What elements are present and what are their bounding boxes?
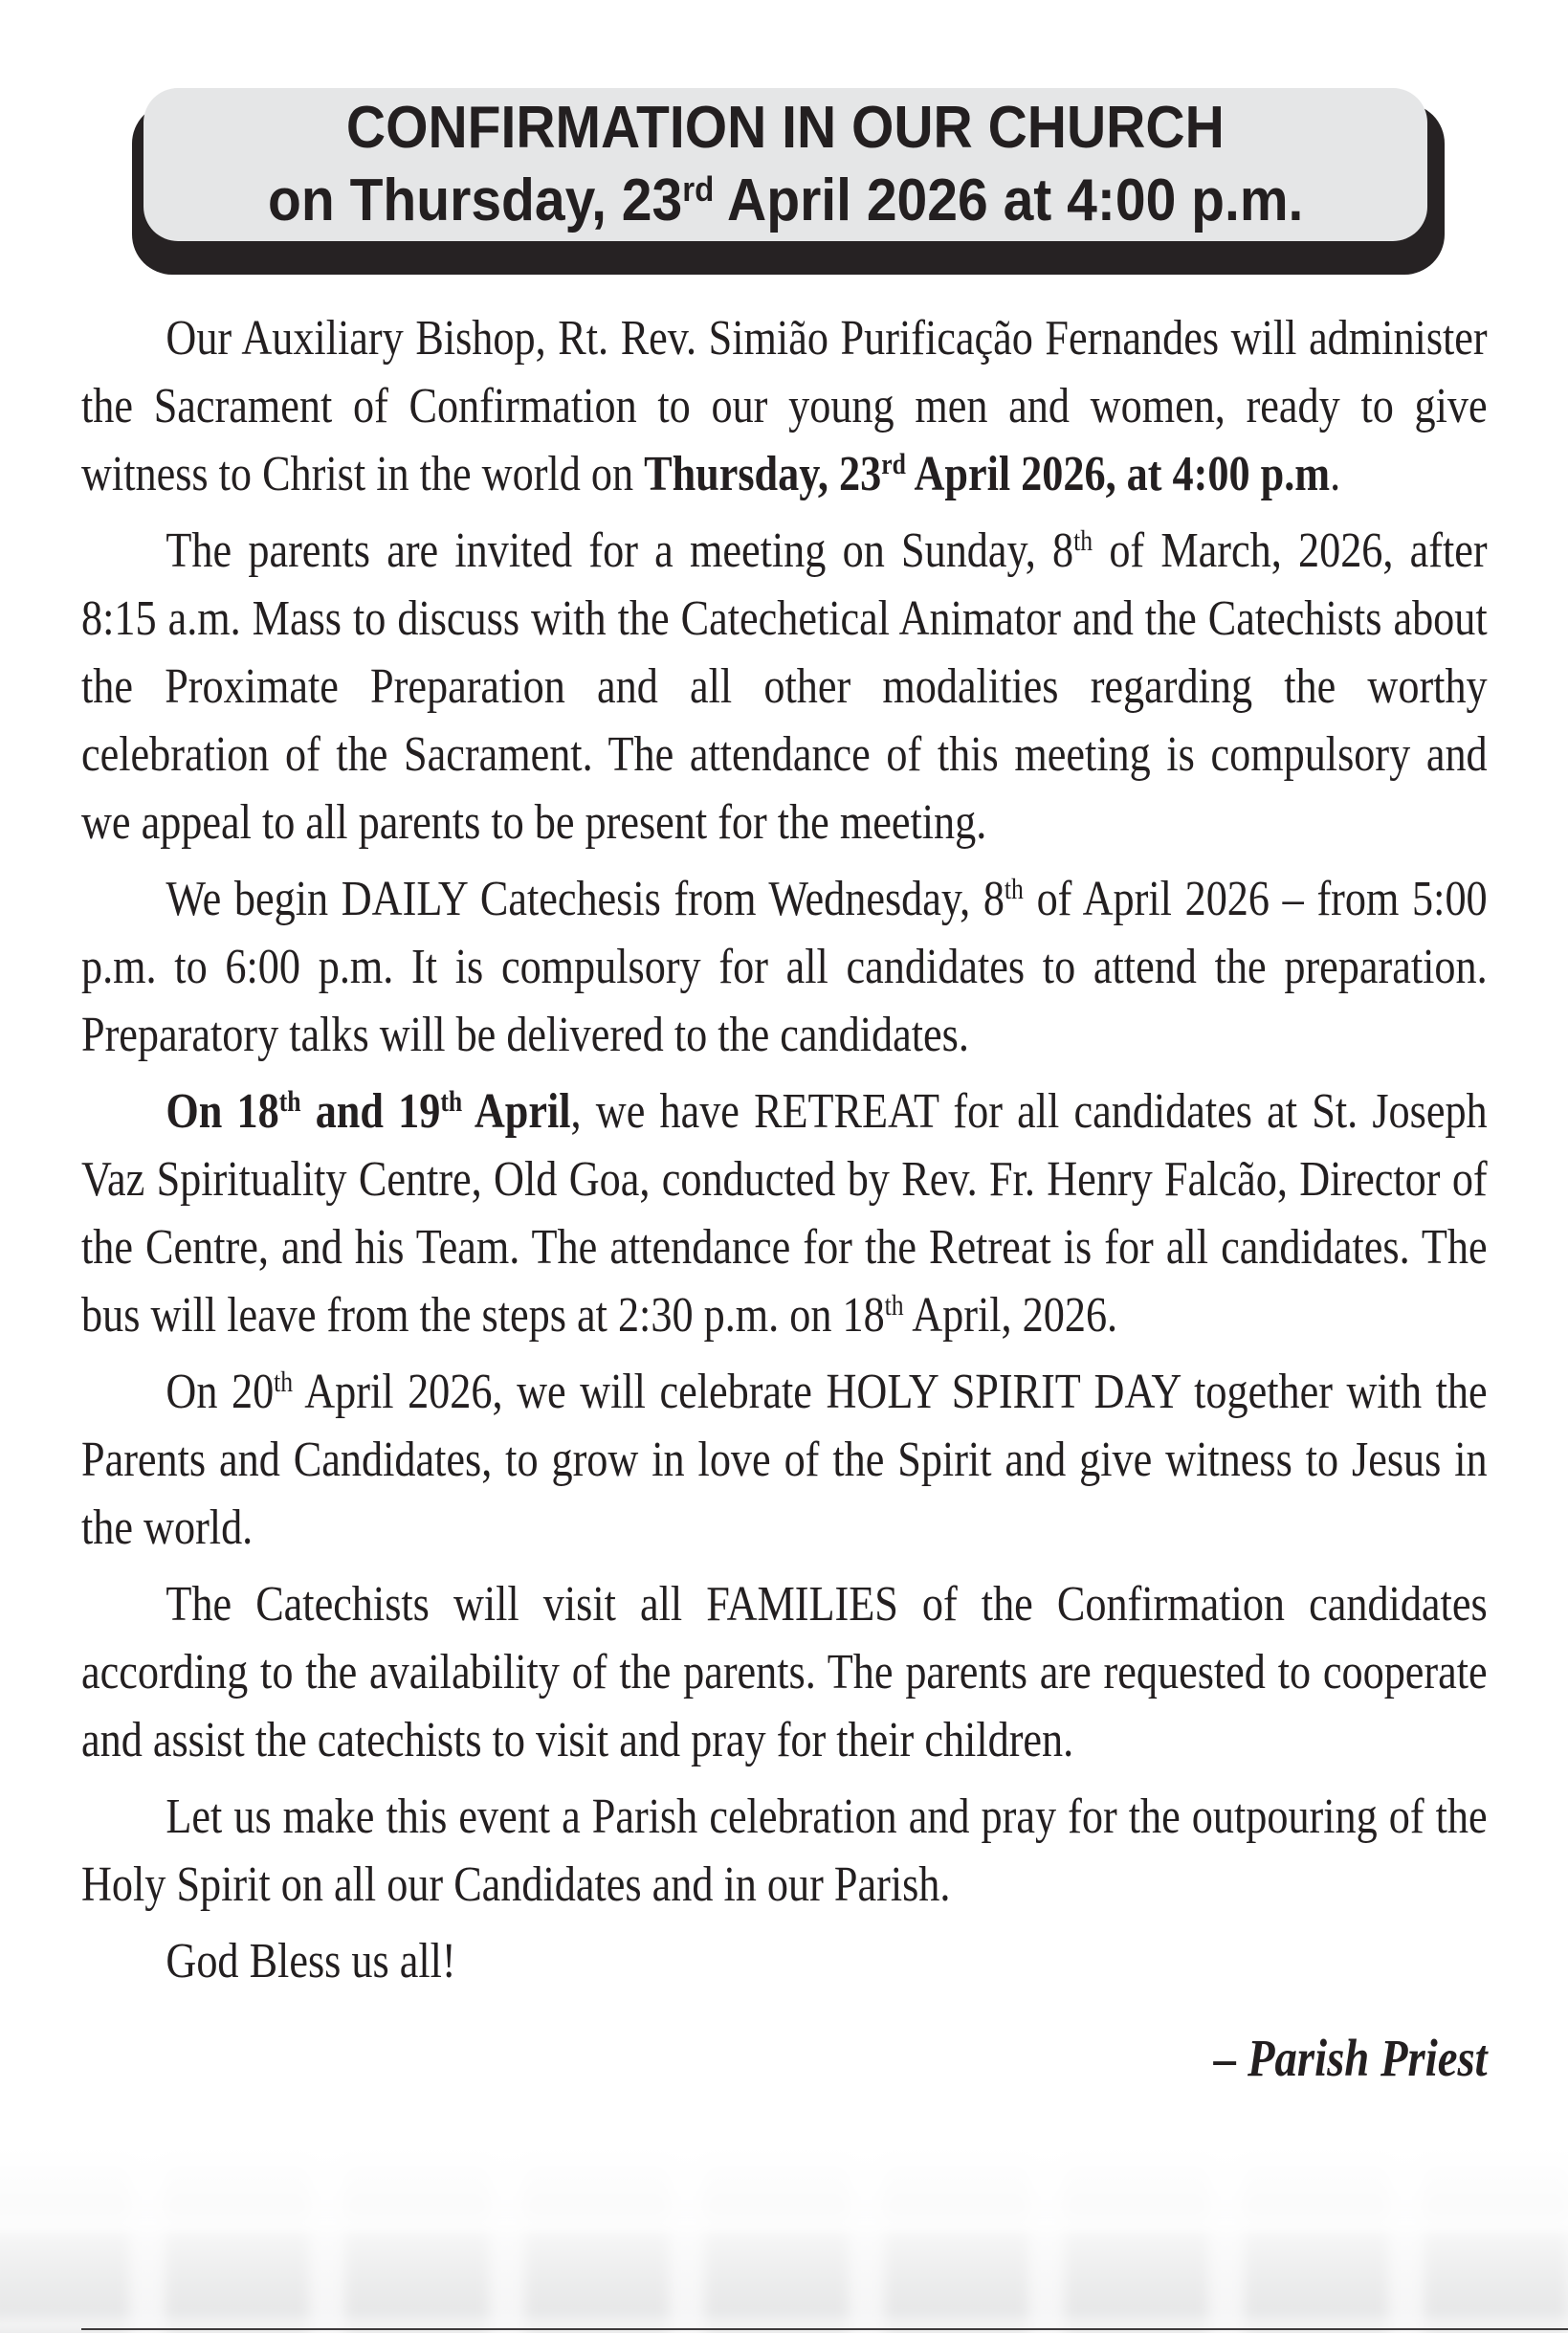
notice-body bbox=[81, 304, 1488, 2089]
text-run: Thursday, 23 bbox=[644, 447, 882, 501]
texture-fade-overlay bbox=[0, 2146, 1568, 2333]
superscript-text: th bbox=[278, 1085, 301, 1119]
text-run: , we have RETREAT for all candidates at St. Joseph Vaz Spirituality Centre, Old Goa, conducted by Rev. Fr. Henry Falcão, Director of the Centre, and his Team. The attendance for the Retreat is for all candidates. The bus will leave from the steps at 2:30 p.m. on 18 bbox=[81, 1084, 1488, 1343]
paragraph bbox=[81, 1927, 1488, 1995]
text-run: On 20 bbox=[166, 1365, 275, 1419]
superscript-text: th bbox=[1073, 524, 1093, 558]
superscript-text: rd bbox=[682, 169, 715, 210]
paragraph bbox=[81, 304, 1488, 508]
text-run: April 2026, at 4:00 p.m bbox=[905, 447, 1331, 501]
superscript-text: th bbox=[1004, 873, 1024, 906]
superscript-text: th bbox=[440, 1085, 463, 1119]
text-run: . bbox=[1330, 447, 1341, 501]
footer-texture-image bbox=[0, 2146, 1568, 2333]
text-run: The parents are invited for a meeting on Sunday, 8 bbox=[166, 523, 1074, 578]
text-run: on Thursday, 23 bbox=[267, 167, 683, 233]
paragraph bbox=[81, 1358, 1488, 1562]
superscript-text: th bbox=[274, 1366, 294, 1399]
title-line-2 bbox=[268, 165, 1303, 237]
notice-body-paragraphs bbox=[81, 304, 1488, 1995]
paragraph bbox=[81, 1783, 1488, 1919]
text-run: April, 2026. bbox=[903, 1288, 1118, 1343]
text-run: April 2026 at 4:00 p.m. bbox=[714, 167, 1304, 233]
text-run: April 2026, we will celebrate HOLY SPIRIT DAY together with the Parents and Candidates, to grow in love of the Spirit and give witness to Jesus in the world. bbox=[81, 1365, 1488, 1555]
footer-divider bbox=[81, 2328, 1568, 2330]
title-line-1: CONFIRMATION IN OUR CHURCH bbox=[346, 95, 1225, 161]
text-run: April bbox=[462, 1084, 571, 1139]
paragraph bbox=[81, 865, 1488, 1069]
text-run: Let us make this event a Parish celebration and pray for the outpouring of the Holy Spirit on all our Candidates and in our Parish. bbox=[81, 1789, 1488, 1912]
text-run: On 18 bbox=[166, 1084, 279, 1139]
text-run: God Bless us all! bbox=[166, 1934, 456, 1989]
text-run: of April 2026 – from 5:00 p.m. to 6:00 p.m. It is compulsory for all candidates to attend the preparation. Preparatory talks will be delivered to the candidates. bbox=[81, 872, 1488, 1062]
paragraph bbox=[81, 517, 1488, 856]
text-run: We begin DAILY Catechesis from Wednesday, 8 bbox=[166, 872, 1005, 926]
title-banner bbox=[144, 88, 1427, 241]
text-run: Our Auxiliary Bishop, Rt. Rev. Simião Purificação Fernandes will administer the Sacrament of Confirmation to our young men and women, ready to give witness to Christ in the world on bbox=[81, 311, 1488, 501]
paragraph bbox=[81, 1570, 1488, 1774]
text-run: and 19 bbox=[300, 1084, 441, 1139]
paragraph bbox=[81, 1078, 1488, 1349]
text-run: of March, 2026, after 8:15 a.m. Mass to discuss with the Catechetical Animator and the Catechists about the Proximate Preparation and all other modalities regarding the worthy celebration of the Sacrament. The attendance of this meeting is compulsory and we appeal to all parents to be present for the meeting. bbox=[81, 523, 1488, 850]
superscript-text: th bbox=[884, 1289, 904, 1322]
signature: – Parish Priest bbox=[1213, 2029, 1488, 2087]
text-run: The Catechists will visit all FAMILIES of the Confirmation candidates according to the availability of the parents. The parents are requested to cooperate and assist the catechists to visit and pray for their children. bbox=[81, 1577, 1488, 1767]
superscript-text: rd bbox=[881, 448, 906, 481]
